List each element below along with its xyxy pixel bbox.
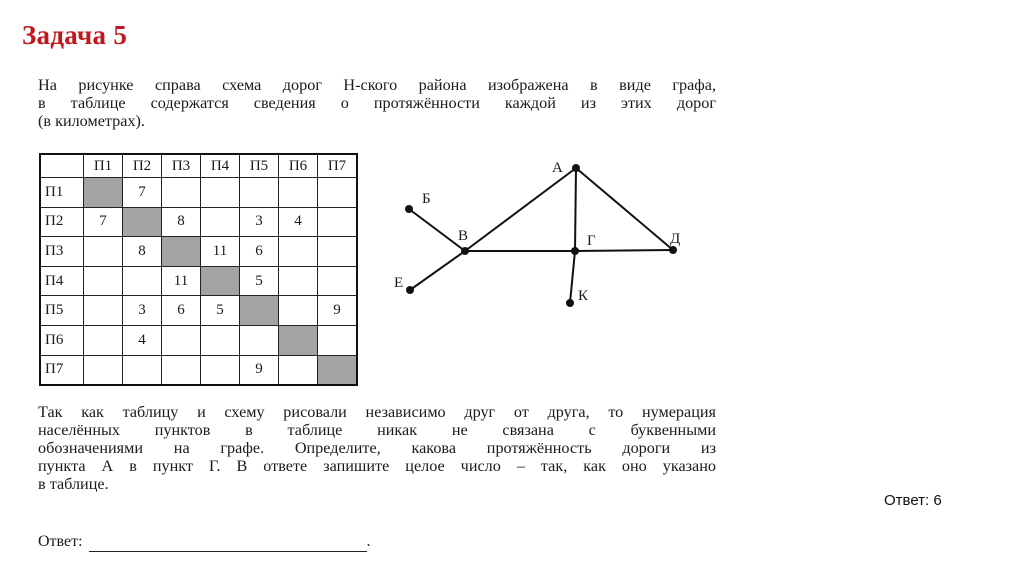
column-header: П2 (123, 154, 162, 178)
problem-question (38, 403, 716, 493)
edge-g-k (570, 251, 575, 303)
edge-g-d (575, 250, 673, 251)
table-cell: 8 (123, 237, 162, 267)
vertex-label-v: В (458, 228, 469, 244)
diagonal-cell (279, 325, 318, 355)
table-cell: 9 (240, 355, 279, 385)
table-cell: 6 (162, 296, 201, 326)
answer-note: Ответ: 6 (884, 492, 942, 509)
road-graph (385, 150, 705, 320)
question-line: Так как таблицу и схему рисовали независимо друг от друга, то нумерация (38, 403, 716, 421)
table-cell: 5 (201, 296, 240, 326)
vertex-label-a: А (552, 160, 563, 176)
table-cell (201, 207, 240, 237)
vertex-a (572, 164, 580, 172)
answer-blank (89, 533, 367, 552)
table-cell: 4 (123, 325, 162, 355)
diagonal-cell (84, 178, 123, 208)
diagonal-cell (162, 237, 201, 267)
table-cell: 7 (123, 178, 162, 208)
table-cell (162, 355, 201, 385)
table-cell (162, 325, 201, 355)
table-cell (318, 325, 358, 355)
problem-intro (38, 76, 716, 130)
table-header-row (40, 154, 357, 178)
table-row (40, 325, 357, 355)
table-cell (162, 178, 201, 208)
edge-a-v (465, 168, 576, 251)
table-row (40, 296, 357, 326)
table-row (40, 266, 357, 296)
vertex-label-d: Д (670, 231, 681, 247)
diagonal-cell (201, 266, 240, 296)
table-cell (318, 207, 358, 237)
table-cell (279, 355, 318, 385)
table-cell (201, 325, 240, 355)
diagonal-cell (240, 296, 279, 326)
table-cell: 11 (201, 237, 240, 267)
vertex-label-b: Б (422, 191, 431, 207)
question-line: в таблице. (38, 475, 109, 493)
table-cell (318, 237, 358, 267)
answer-label: Ответ: (38, 533, 83, 550)
table-cell (279, 266, 318, 296)
column-header: П4 (201, 154, 240, 178)
table-row (40, 355, 357, 385)
table-cell: 3 (123, 296, 162, 326)
table-cell (123, 355, 162, 385)
edge-b-v (409, 209, 465, 251)
vertex-v (461, 247, 469, 255)
table-cell: 9 (318, 296, 358, 326)
question-line: пункта А в пункт Г. В ответе запишите целое число – так, как оно указано (38, 457, 716, 475)
table-cell (240, 325, 279, 355)
vertex-k (566, 299, 574, 307)
column-header: П7 (318, 154, 358, 178)
row-header: П5 (40, 296, 84, 326)
table-cell (318, 266, 358, 296)
table-cell (84, 355, 123, 385)
intro-line: На рисунке справа схема дорог Н-ского района изображена в виде графа, (38, 76, 716, 94)
table-cell: 8 (162, 207, 201, 237)
table-row (40, 207, 357, 237)
row-header: П6 (40, 325, 84, 355)
vertex-label-k: К (578, 288, 589, 304)
graph-edges (409, 168, 673, 303)
table-cell (240, 178, 279, 208)
diagonal-cell (123, 207, 162, 237)
table-cell: 4 (279, 207, 318, 237)
table-cell (84, 296, 123, 326)
table-cell: 11 (162, 266, 201, 296)
answer-line: Ответ: . (38, 533, 371, 550)
row-header: П3 (40, 237, 84, 267)
table-cell (201, 178, 240, 208)
vertex-g (571, 247, 579, 255)
intro-line: в таблице содержатся сведения о протяжённости каждой из этих дорог (38, 94, 716, 112)
table-cell (279, 237, 318, 267)
column-header: П5 (240, 154, 279, 178)
table-cell (318, 178, 358, 208)
row-header: П1 (40, 178, 84, 208)
row-header: П7 (40, 355, 84, 385)
column-header: П1 (84, 154, 123, 178)
row-header: П4 (40, 266, 84, 296)
distance-table (39, 153, 358, 386)
table-cell (84, 237, 123, 267)
table-corner-cell (40, 154, 84, 178)
table-row (40, 178, 357, 208)
vertex-b (405, 205, 413, 213)
question-line: населённых пунктов в таблице никак не связана с буквенными (38, 421, 716, 439)
table-cell: 5 (240, 266, 279, 296)
row-header: П2 (40, 207, 84, 237)
table-cell (279, 178, 318, 208)
table-cell (279, 296, 318, 326)
vertex-label-e: Е (394, 275, 404, 291)
table-cell: 7 (84, 207, 123, 237)
vertex-label-g: Г (587, 233, 596, 249)
edge-v-e (410, 251, 465, 290)
intro-line: (в километрах). (38, 112, 145, 130)
table-cell (201, 355, 240, 385)
column-header: П6 (279, 154, 318, 178)
table-cell (84, 325, 123, 355)
edge-a-g (575, 168, 576, 251)
question-line: обозначениями на графе. Определите, какова протяжённость дороги из (38, 439, 716, 457)
table-row (40, 237, 357, 267)
table-cell (84, 266, 123, 296)
vertex-e (406, 286, 414, 294)
vertex-d (669, 246, 677, 254)
table-cell: 6 (240, 237, 279, 267)
slide-title: Задача 5 (22, 20, 128, 50)
table-cell: 3 (240, 207, 279, 237)
diagonal-cell (318, 355, 358, 385)
table-cell (123, 266, 162, 296)
column-header: П3 (162, 154, 201, 178)
